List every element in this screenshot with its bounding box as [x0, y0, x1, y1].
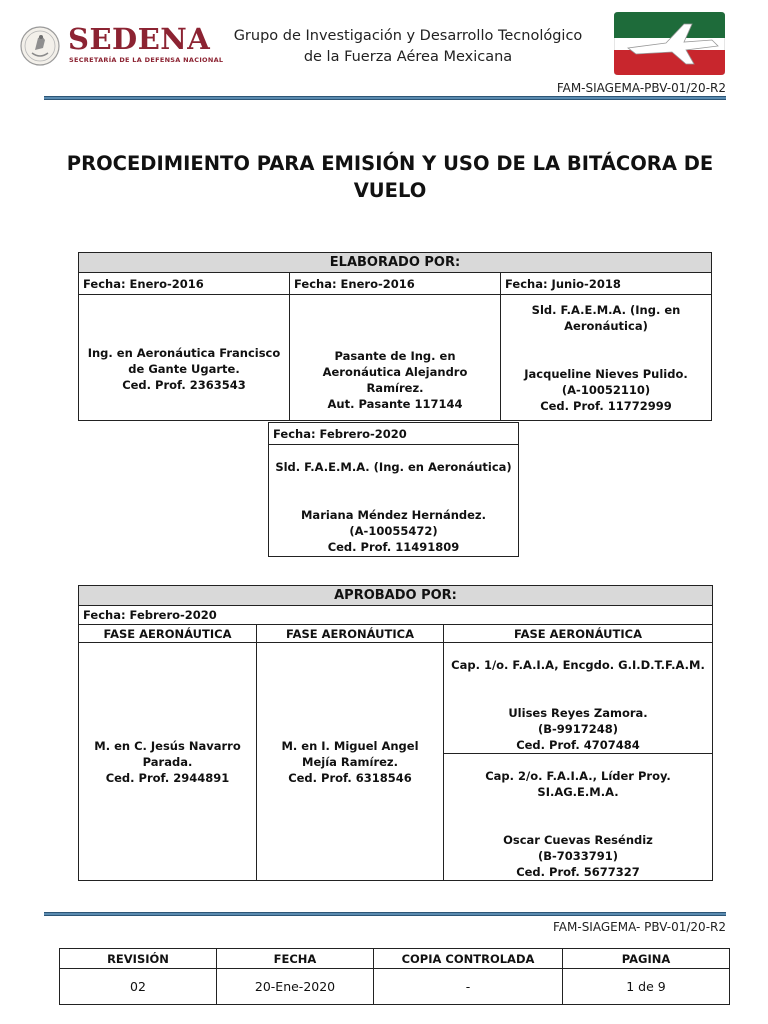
sedena-logo-text: SEDENA: [68, 22, 211, 56]
approver-3b-rank-2: SI.AG.E.M.A.: [537, 785, 619, 799]
aprobado-signer-1: [79, 643, 257, 881]
elaborado-signer-4: [269, 445, 519, 557]
fase-header-1: FASE AERONÁUTICA: [79, 625, 257, 643]
mexican-coat-of-arms-icon: [20, 26, 60, 66]
fuerza-aerea-logo-icon: [614, 12, 725, 75]
aprobado-signer-3a: [444, 643, 713, 754]
approver-1-line-2: Parada.: [142, 754, 193, 769]
document-code-top: FAM-SIAGEMA-PBV-01/20-R2: [556, 81, 726, 95]
approver-3a-rank: Cap. 1/o. F.A.I.A, Encgdo. G.I.D.T.F.A.M.: [451, 658, 705, 672]
group-line-1: Grupo de Investigación y Desarrollo Tecnológico: [233, 28, 583, 44]
elaborado-signer-3: [501, 295, 712, 421]
title-line-2: VUELO: [353, 179, 427, 202]
elaborado-fecha-4: Fecha: Febrero-2020: [269, 423, 519, 445]
footer-rule: [44, 912, 726, 916]
footer-header-revision: REVISIÓN: [60, 949, 217, 969]
signer-1-line-3: Ced. Prof. 2363543: [122, 377, 246, 392]
fase-header-3: FASE AERONÁUTICA: [444, 625, 713, 643]
aprobado-fecha: Fecha: Febrero-2020: [79, 606, 713, 625]
footer-header-fecha: FECHA: [217, 949, 374, 969]
signer-3-line-1: Jacqueline Nieves Pulido.: [524, 366, 688, 381]
group-line-2: de la Fuerza Aérea Mexicana: [303, 49, 513, 65]
approver-2-line-3: Ced. Prof. 6318546: [288, 770, 412, 785]
elaborado-fecha-1: Fecha: Enero-2016: [79, 273, 290, 295]
signer-4-rank: Sld. F.A.E.M.A. (Ing. en Aeronáutica): [275, 460, 512, 474]
signer-3-rank-2: Aeronáutica): [564, 318, 648, 333]
elaborado-heading: ELABORADO POR:: [79, 253, 712, 273]
aprobado-signer-3b: [444, 754, 713, 881]
sedena-subtitle: SECRETARÍA DE LA DEFENSA NACIONAL: [69, 56, 224, 64]
signer-4-line-1: Mariana Méndez Hernández.: [300, 508, 486, 522]
approver-3b-line-3: Ced. Prof. 5677327: [516, 865, 640, 879]
signer-3-rank-1: Sld. F.A.E.M.A. (Ing. en: [531, 302, 681, 317]
footer-header-pagina: PAGINA: [563, 949, 730, 969]
signer-3-line-3: Ced. Prof. 11772999: [540, 398, 672, 413]
approver-3b-rank-1: Cap. 2/o. F.A.I.A., Líder Proy.: [485, 769, 671, 783]
document-code-footer: FAM-SIAGEMA- PBV-01/20-R2: [553, 920, 726, 934]
signer-2-line-1: Pasante de Ing. en: [334, 349, 456, 363]
elaborado-table-extra: [268, 422, 519, 557]
footer-fecha-value: 20-Ene-2020: [217, 969, 374, 1005]
group-name: [218, 26, 598, 68]
elaborado-table: [78, 252, 712, 421]
aprobado-heading: APROBADO POR:: [79, 586, 713, 606]
signer-4-line-3: Ced. Prof. 11491809: [327, 540, 460, 554]
approver-2-line-1: M. en I. Miguel Angel: [281, 738, 419, 753]
document-title: [60, 150, 720, 204]
aprobado-signer-2: [257, 643, 444, 881]
footer-revision-value: 02: [60, 969, 217, 1005]
approver-2-line-2: Mejía Ramírez.: [302, 754, 398, 769]
elaborado-signer-2: [290, 295, 501, 421]
aprobado-table: [78, 585, 713, 881]
signer-2-line-4: Aut. Pasante 117144: [327, 397, 463, 411]
footer-pagina-value: 1 de 9: [563, 969, 730, 1005]
approver-3a-line-2: (B-9917248): [537, 722, 619, 736]
approver-1-line-1: M. en C. Jesús Navarro: [94, 738, 241, 753]
approver-3b-line-1: Oscar Cuevas Reséndiz: [503, 833, 653, 847]
signer-4-line-2: (A-10055472): [349, 524, 438, 538]
approver-3a-line-1: Ulises Reyes Zamora.: [508, 706, 648, 720]
fase-header-2: FASE AERONÁUTICA: [257, 625, 444, 643]
footer-table: [59, 948, 730, 1005]
title-line-1: PROCEDIMIENTO PARA EMISIÓN Y USO DE LA BITÁCORA DE: [66, 152, 714, 175]
signer-2-line-3: Ramírez.: [366, 381, 424, 395]
footer-header-copia: COPIA CONTROLADA: [374, 949, 563, 969]
approver-3a-line-3: Ced. Prof. 4707484: [516, 738, 640, 752]
elaborado-fecha-3: Fecha: Junio-2018: [501, 273, 712, 295]
elaborado-fecha-2: Fecha: Enero-2016: [290, 273, 501, 295]
footer-copia-value: -: [374, 969, 563, 1005]
signer-1-line-1: Ing. en Aeronáutica Francisco: [87, 345, 281, 360]
approver-1-line-3: Ced. Prof. 2944891: [105, 770, 230, 785]
signer-1-line-2: de Gante Ugarte.: [128, 361, 240, 376]
approver-3b-line-2: (B-7033791): [537, 849, 619, 863]
signer-3-line-2: (A-10052110): [561, 382, 651, 397]
header-rule: [44, 96, 726, 100]
elaborado-signer-1: [79, 295, 290, 421]
signer-2-line-2: Aeronáutica Alejandro: [322, 365, 468, 379]
